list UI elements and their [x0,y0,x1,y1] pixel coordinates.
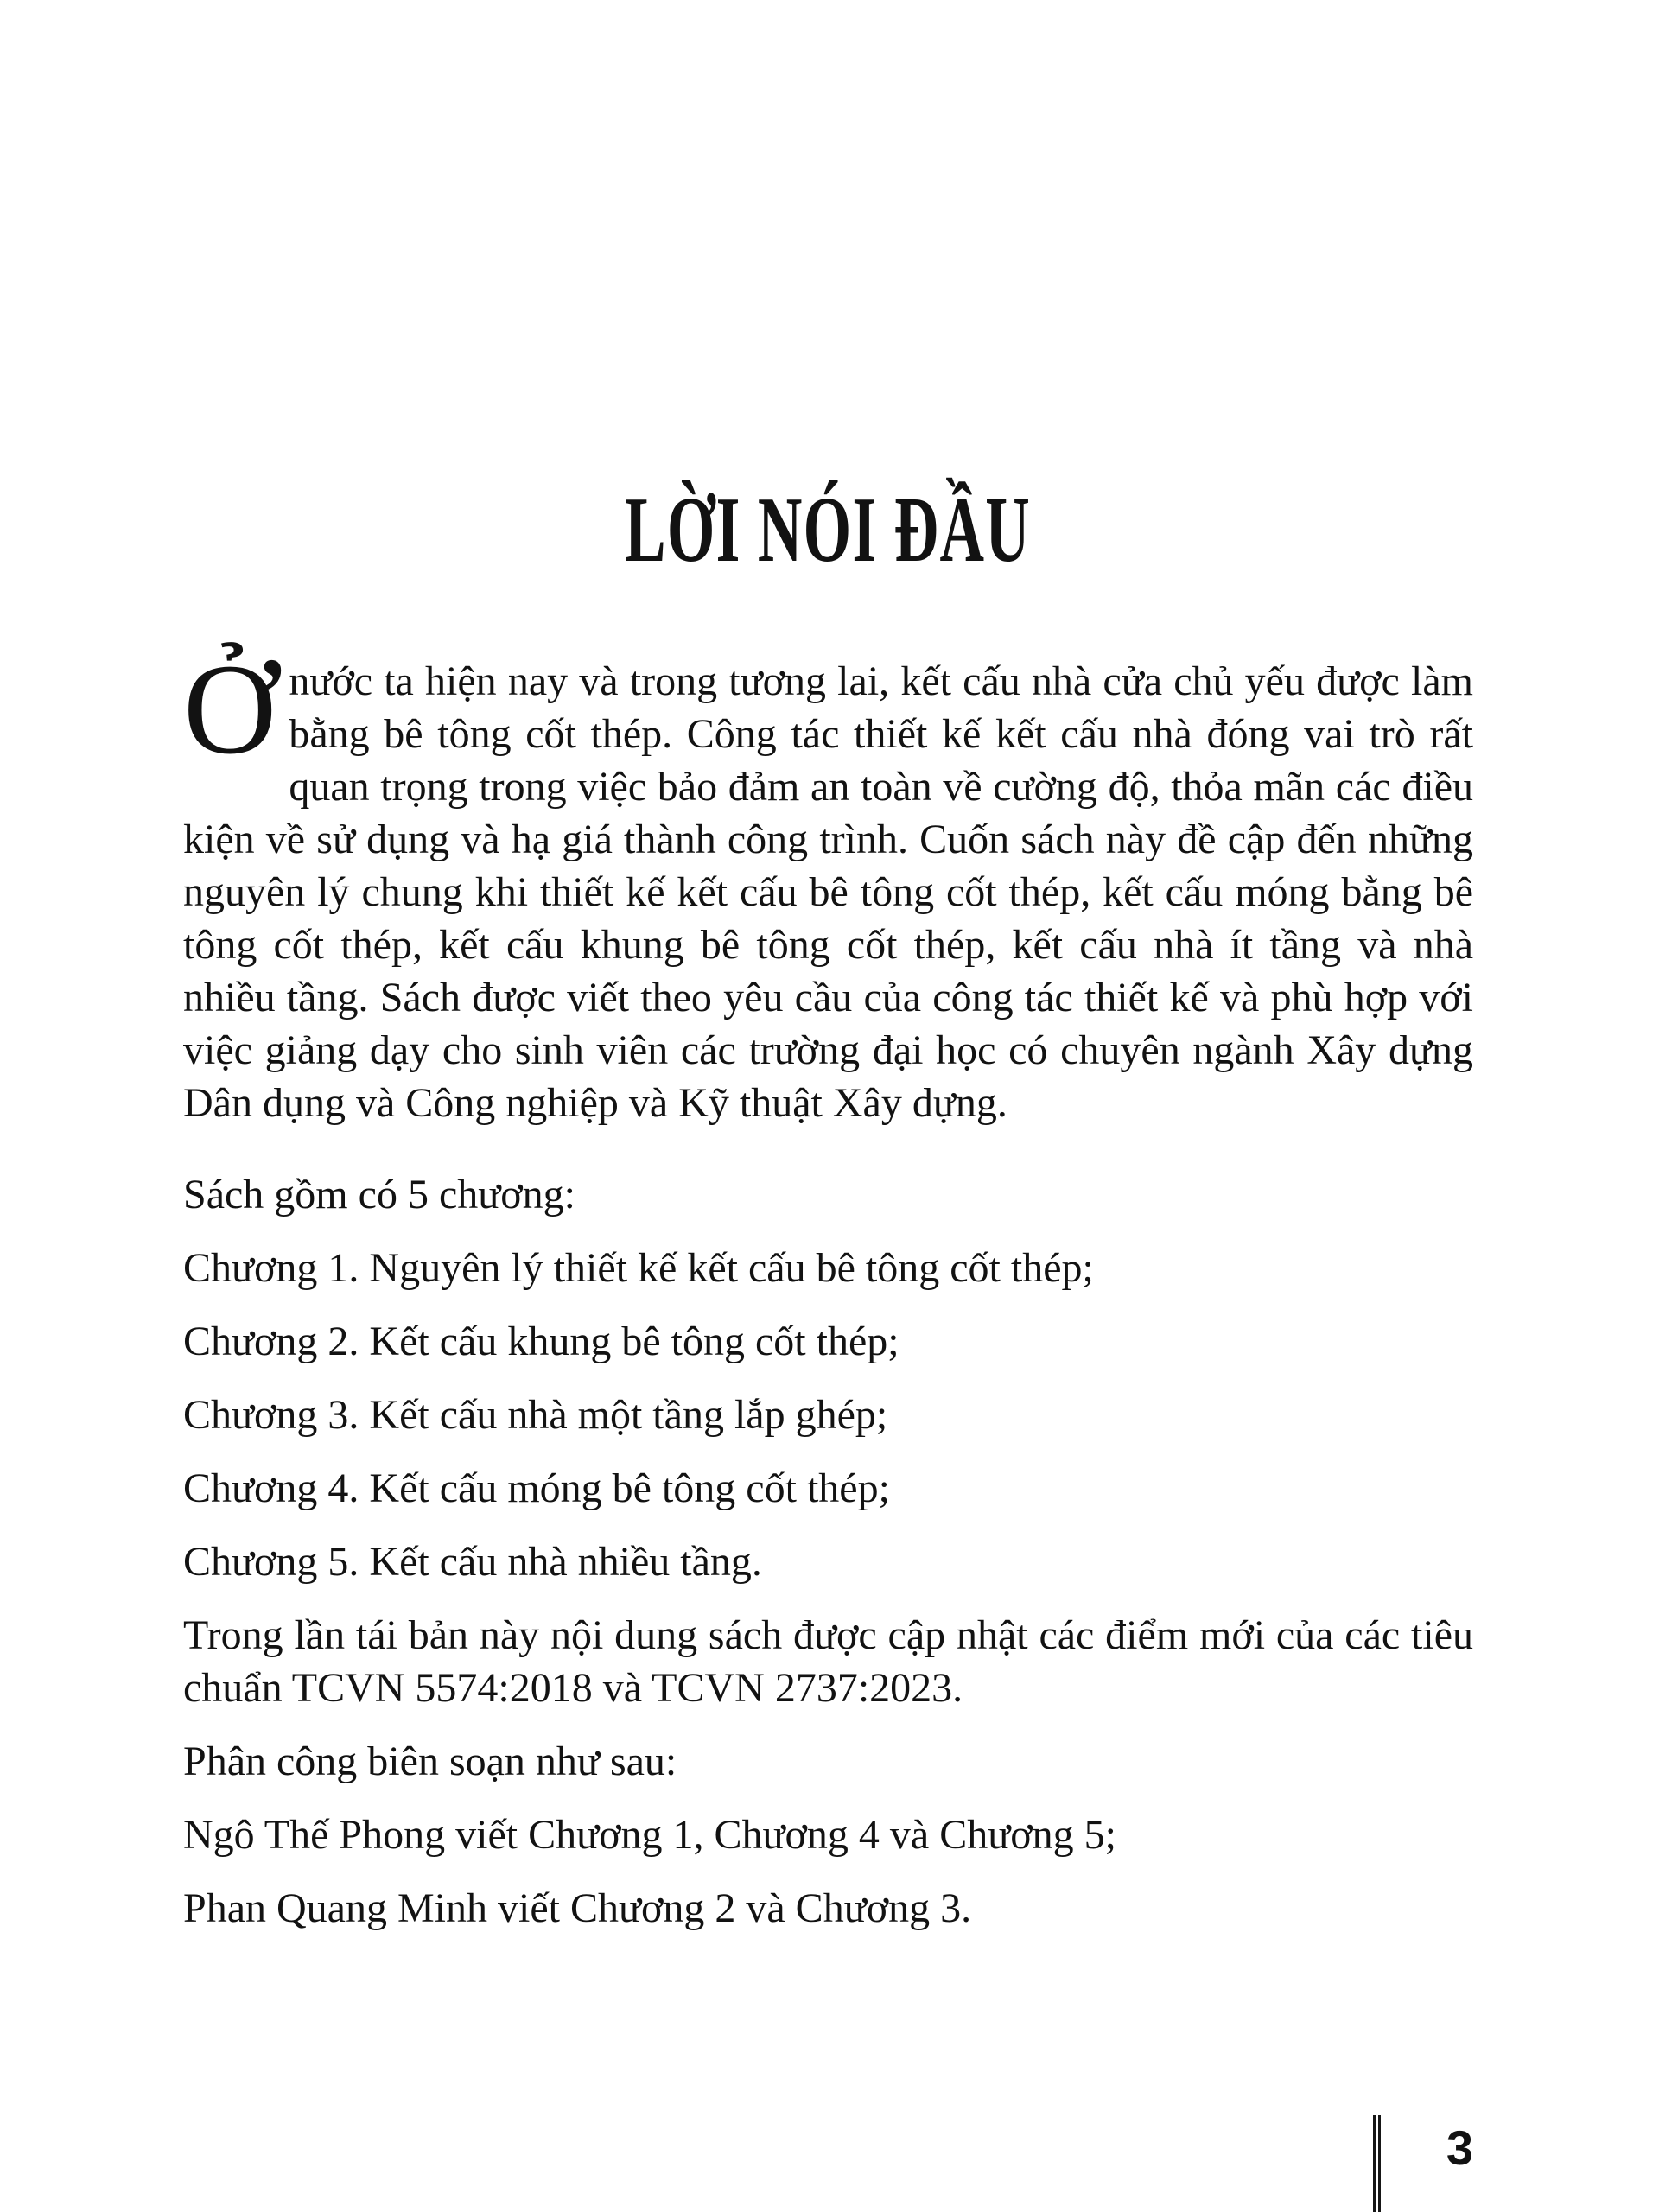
assignment-item-1: Ngô Thế Phong viết Chương 1, Chương 4 và Chương 5; [183,1812,1116,1858]
intro-paragraph [183,638,1473,1129]
chapter-item-4: Chương 4. Kết cấu móng bê tông cốt thép; [183,1465,890,1511]
footer-double-rule [1373,2115,1381,2212]
assignment-heading: Phân công biên soạn như sau: [183,1738,677,1784]
intro-text: nước ta hiện nay và trong tương lai, kết cấu nhà cửa chủ yếu được làm bằng bê tông cốt thép. Công tác thiết kế kết cấu nhà đóng vai trò rất quan trọng trong việc bảo đảm an toàn về cường độ, thỏa mãn các điều kiện về sử dụng và hạ giá thành công trình. Cuốn sách này đề cập đến những nguyên lý chung khi thiết kế kết cấu bê tông cốt thép, kết cấu móng bằng bê tông cốt thép, kết cấu khung bê tông cốt thép, kết cấu nhà ít tầng và nhà nhiều tầng. Sách được viết theo yêu cầu của công tác thiết kế và phù hợp với việc giảng dạy cho sinh viên các trường đại học có chuyên ngành Xây dựng Dân dụng và Công nghiệp và Kỹ thuật Xây dựng. [183,658,1473,1126]
assignment-item-2: Phan Quang Minh viết Chương 2 và Chương 3. [183,1885,972,1931]
chapter-item-3: Chương 3. Kết cấu nhà một tầng lắp ghép; [183,1392,888,1438]
chapters-heading: Sách gồm có 5 chương: [183,1172,575,1217]
chapter-item-2: Chương 2. Kết cấu khung bê tông cốt thép; [183,1319,899,1364]
drop-cap: Ở [183,638,277,781]
page-content [183,0,1473,1955]
preface-title-text: LỜI NÓI ĐẦU [625,479,1032,582]
page-number: 3 [1446,2120,1473,2175]
chapter-item-1: Chương 1. Nguyên lý thiết kế kết cấu bê tông cốt thép; [183,1245,1094,1291]
preface-title [183,479,1473,582]
chapter-item-5: Chương 5. Kết cấu nhà nhiều tầng. [183,1539,762,1585]
revision-note: Trong lần tái bản này nội dung sách được cập nhật các điểm mới của các tiêu chuẩn TCVN 5574:2018 và TCVN 2737:2023. [183,1612,1473,1711]
